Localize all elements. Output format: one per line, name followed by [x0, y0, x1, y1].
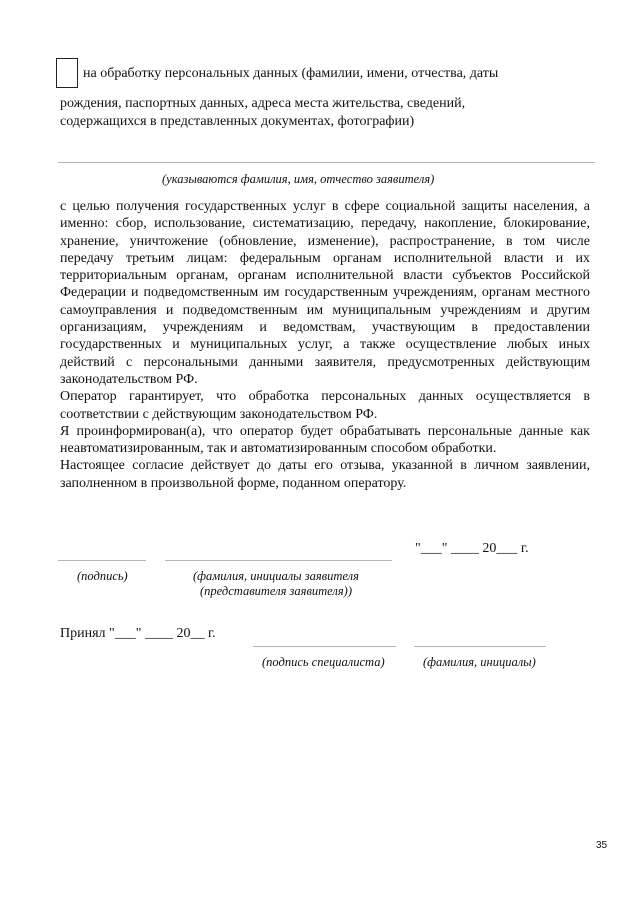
specialist-initials-hint: (фамилия, инициалы) [423, 655, 536, 669]
applicant-initials-hint-1: (фамилия, инициалы заявителя [193, 569, 359, 583]
accepted-line[interactable]: Принял "___" ____ 20__ г. [60, 626, 216, 641]
specialist-initials-line[interactable] [414, 646, 546, 647]
applicant-hint: (указываются фамилия, имя, отчество заявителя) [162, 172, 435, 186]
signature-hint: (подпись) [77, 569, 128, 583]
applicant-initials-hint-2: (представителя заявителя)) [200, 584, 352, 598]
consent-continuation-line-1: рождения, паспортных данных, адреса места жительства, сведений, [60, 96, 466, 111]
consent-continuation-line-2: содержащихся в представленных документах, фотографии) [60, 114, 415, 129]
consent-continuation [60, 95, 600, 131]
signature-line[interactable] [58, 560, 146, 561]
page-number: 35 [596, 840, 608, 851]
date-line[interactable]: "___" ____ 20___ г. [415, 541, 529, 556]
specialist-signature-hint: (подпись специалиста) [262, 655, 385, 669]
validity-paragraph: Настоящее согласие действует до даты его отзыва, указанной в личном заявлении, заполненном в произвольной форме, поданном оператору. [60, 458, 590, 491]
guarantee-paragraph: Оператор гарантирует, что обработка персональных данных осуществляется в соответствии с действующим законодательством РФ. [60, 389, 590, 422]
purpose-paragraph: с целью получения государственных услуг в сфере социальной защиты населения, а именно: сбор, использование, систематизацию, передачу, накопление, блокирование, хранение, уничтожение (обновление, изменение), распространение, в том числе передачу третьим лицам: федеральным органам исполнительной власти и их территориальным органам, органам исполнительной власти субъектов Российской Федерации и подведомственным им государственным учреждениям, органам местного самоуправления и подведомственным им муниципальным учреждениям и другим организациям, учреждениям и ведомствам, участвующим в предоставлении государственных и муниципальных услуг, а также осуществление любых иных действий с персональными данными заявителя, предусмотренных действующим законодательством РФ. [60, 199, 590, 387]
consent-checkbox[interactable] [56, 58, 78, 88]
consent-body [60, 198, 590, 492]
informed-paragraph: Я проинформирован(а), что оператор будет обрабатывать персональные данные как неавтоматизированным, так и автоматизированным способом обработки. [60, 423, 590, 457]
applicant-initials-line[interactable] [165, 560, 392, 561]
applicant-name-line[interactable] [58, 162, 595, 163]
specialist-signature-line[interactable] [253, 646, 396, 647]
consent-line: на обработку персональных данных (фамилии, имени, отчества, даты [83, 66, 499, 81]
